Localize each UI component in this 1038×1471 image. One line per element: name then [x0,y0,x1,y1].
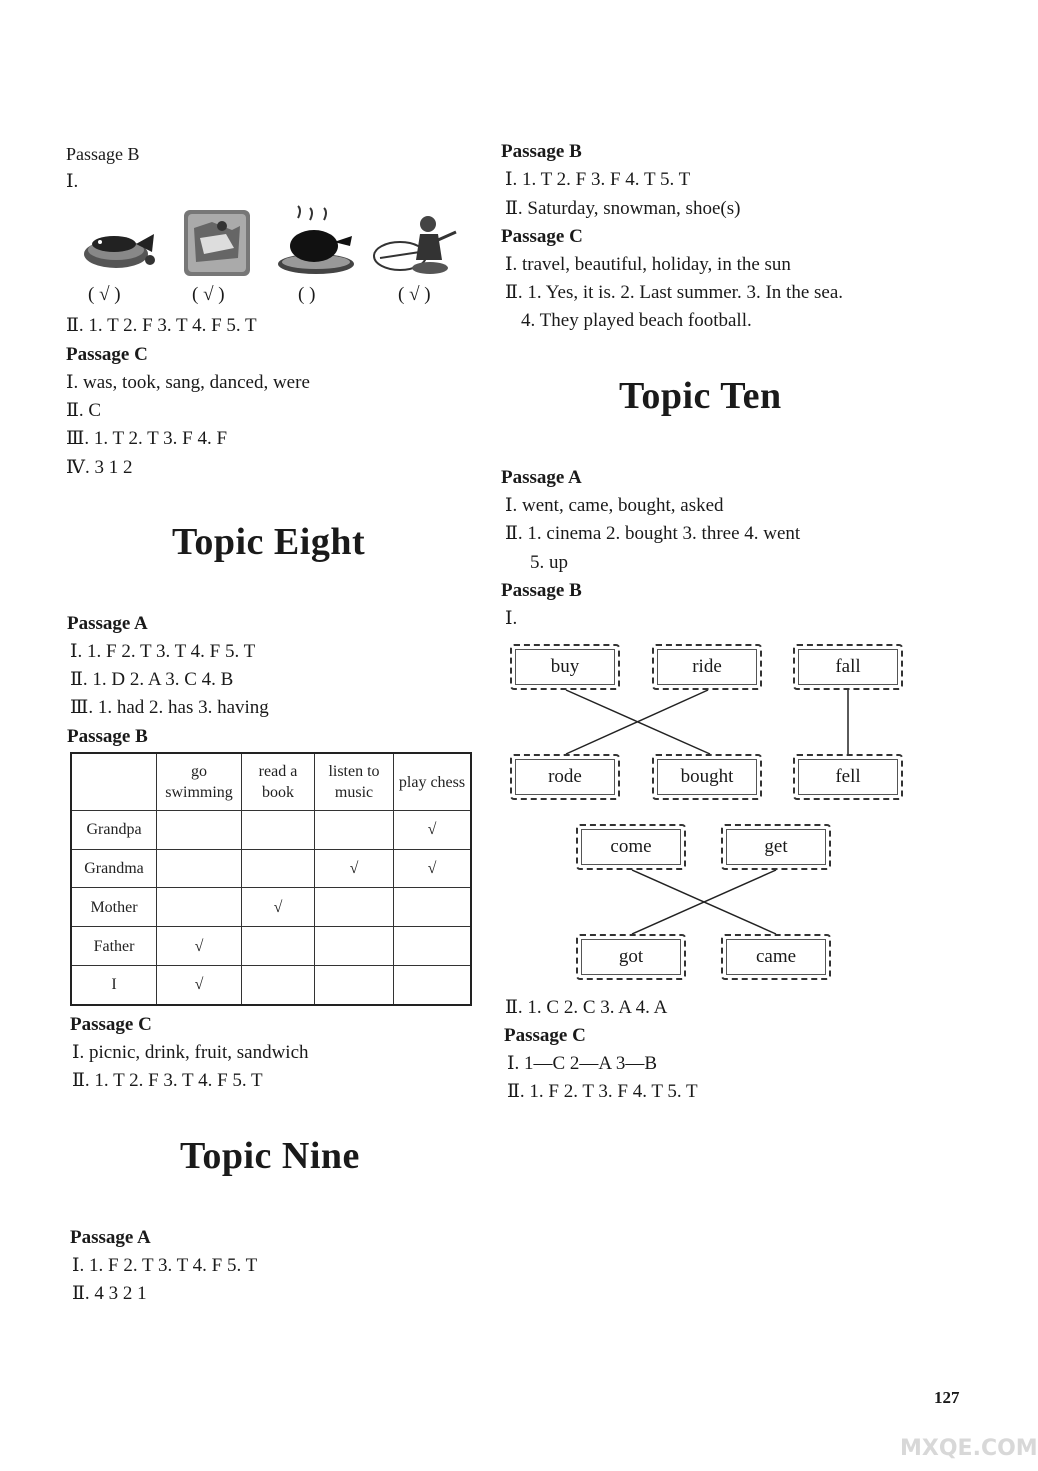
table-cell: Grandma [71,849,157,888]
table-header-cell: listen to music [315,753,394,811]
topic-nine-title: Topic Nine [180,1135,360,1177]
table-cell: Father [71,927,157,966]
picture-3-mark: ( ) [298,284,316,305]
table-cell: √ [157,965,242,1005]
right-passage-b-line-2: Ⅱ. Saturday, snowman, shoe(s) [505,198,741,219]
right-passage-c-line-2: Ⅱ. 1. Yes, it is. 2. Last summer. 3. In the sea. [505,282,844,303]
picture-2-mark: ( √ ) [192,284,225,305]
table-cell: √ [394,849,472,888]
topic-ten-passage-b-item-2: Ⅱ. 1. C 2. C 3. A 4. A [505,997,668,1018]
word-box-got: got [576,934,686,980]
word-box-fell: fell [793,754,903,800]
passage-c-line-2: Ⅱ. C [66,400,102,421]
topic-ten-passage-a-line-2: Ⅱ. 1. cinema 2. bought 3. three 4. went [505,523,801,544]
table-cell: I [71,965,157,1005]
topic-ten-title: Topic Ten [619,375,782,417]
table-cell: √ [157,927,242,966]
table-header-cell: read a book [242,753,315,811]
picture-4-mark: ( √ ) [398,284,431,305]
word-box-came: came [721,934,831,980]
passage-c-line-4: Ⅳ. 3 1 2 [66,457,133,478]
topic-eight-title: Topic Eight [172,521,366,563]
word-box-bought: bought [652,754,762,800]
topic-nine-passage-a-line-1: Ⅰ. 1. F 2. T 3. T 4. F 5. T [72,1255,258,1276]
right-passage-c-line-3: 4. They played beach football. [521,310,752,331]
topic-ten-passage-a-line-1: Ⅰ. went, came, bought, asked [505,495,724,516]
word-box-fall: fall [793,644,903,690]
topic-eight-passage-b-heading: Passage B [67,726,148,747]
passage-c-line-3: Ⅲ. 1. T 2. T 3. F 4. F [66,428,228,449]
topic-ten-passage-b-item-1: Ⅰ. [505,608,518,629]
topic-ten-passage-c-line-2: Ⅱ. 1. F 2. T 3. F 4. T 5. T [507,1081,698,1102]
word-box-ride: ride [652,644,762,690]
word-box-get: get [721,824,831,870]
picture-1-mark: ( √ ) [88,284,121,305]
table-cell: √ [242,888,315,927]
topic-nine-passage-a-heading: Passage A [70,1227,151,1248]
right-passage-c-line-1: Ⅰ. travel, beautiful, holiday, in the sun [505,254,791,275]
topic-ten-passage-c-line-1: Ⅰ. 1—C 2—A 3—B [507,1053,658,1074]
topic-eight-passage-a-line-3: Ⅲ. 1. had 2. has 3. having [70,697,269,718]
topic-eight-passage-c-line-2: Ⅱ. 1. T 2. F 3. T 4. F 5. T [72,1070,263,1091]
topic-ten-passage-b-heading: Passage B [501,580,582,601]
page-number: 127 [934,1388,960,1407]
table-header-cell: go swimming [157,753,242,811]
passage-c-line-1: Ⅰ. was, took, sang, danced, were [66,372,310,393]
table-cell: Mother [71,888,157,927]
table-cell: √ [315,849,394,888]
topic-eight-passage-c-line-1: Ⅰ. picnic, drink, fruit, sandwich [72,1042,309,1063]
topic-nine-passage-a-line-2: Ⅱ. 4 3 2 1 [72,1283,147,1304]
right-passage-c-heading: Passage C [501,226,583,247]
passage-c-heading: Passage C [66,344,148,365]
topic-eight-passage-a-line-2: Ⅱ. 1. D 2. A 3. C 4. B [70,669,234,690]
passage-b-heading: Passage B [66,144,140,164]
topic-ten-passage-a-line-3: 5. up [530,552,568,573]
watermark-site: MXQE.COM [900,1436,1038,1461]
table-cell: Grandpa [71,811,157,850]
table-header-cell: play chess [394,753,472,811]
right-passage-b-line-1: Ⅰ. 1. T 2. F 3. F 4. T 5. T [505,169,691,190]
topic-ten-passage-a-heading: Passage A [501,467,582,488]
passage-b-item-2: Ⅱ. 1. T 2. F 3. T 4. F 5. T [66,315,257,336]
topic-eight-passage-a-heading: Passage A [67,613,148,634]
word-box-rode: rode [510,754,620,800]
word-box-buy: buy [510,644,620,690]
word-box-come: come [576,824,686,870]
topic-ten-passage-c-heading: Passage C [504,1025,586,1046]
passage-b-item-1: Ⅰ. [66,171,79,192]
table-cell: √ [394,811,472,850]
topic-eight-passage-a-line-1: Ⅰ. 1. F 2. T 3. T 4. F 5. T [70,641,256,662]
topic-eight-passage-c-heading: Passage C [70,1014,152,1035]
right-passage-b-heading: Passage B [501,141,582,162]
